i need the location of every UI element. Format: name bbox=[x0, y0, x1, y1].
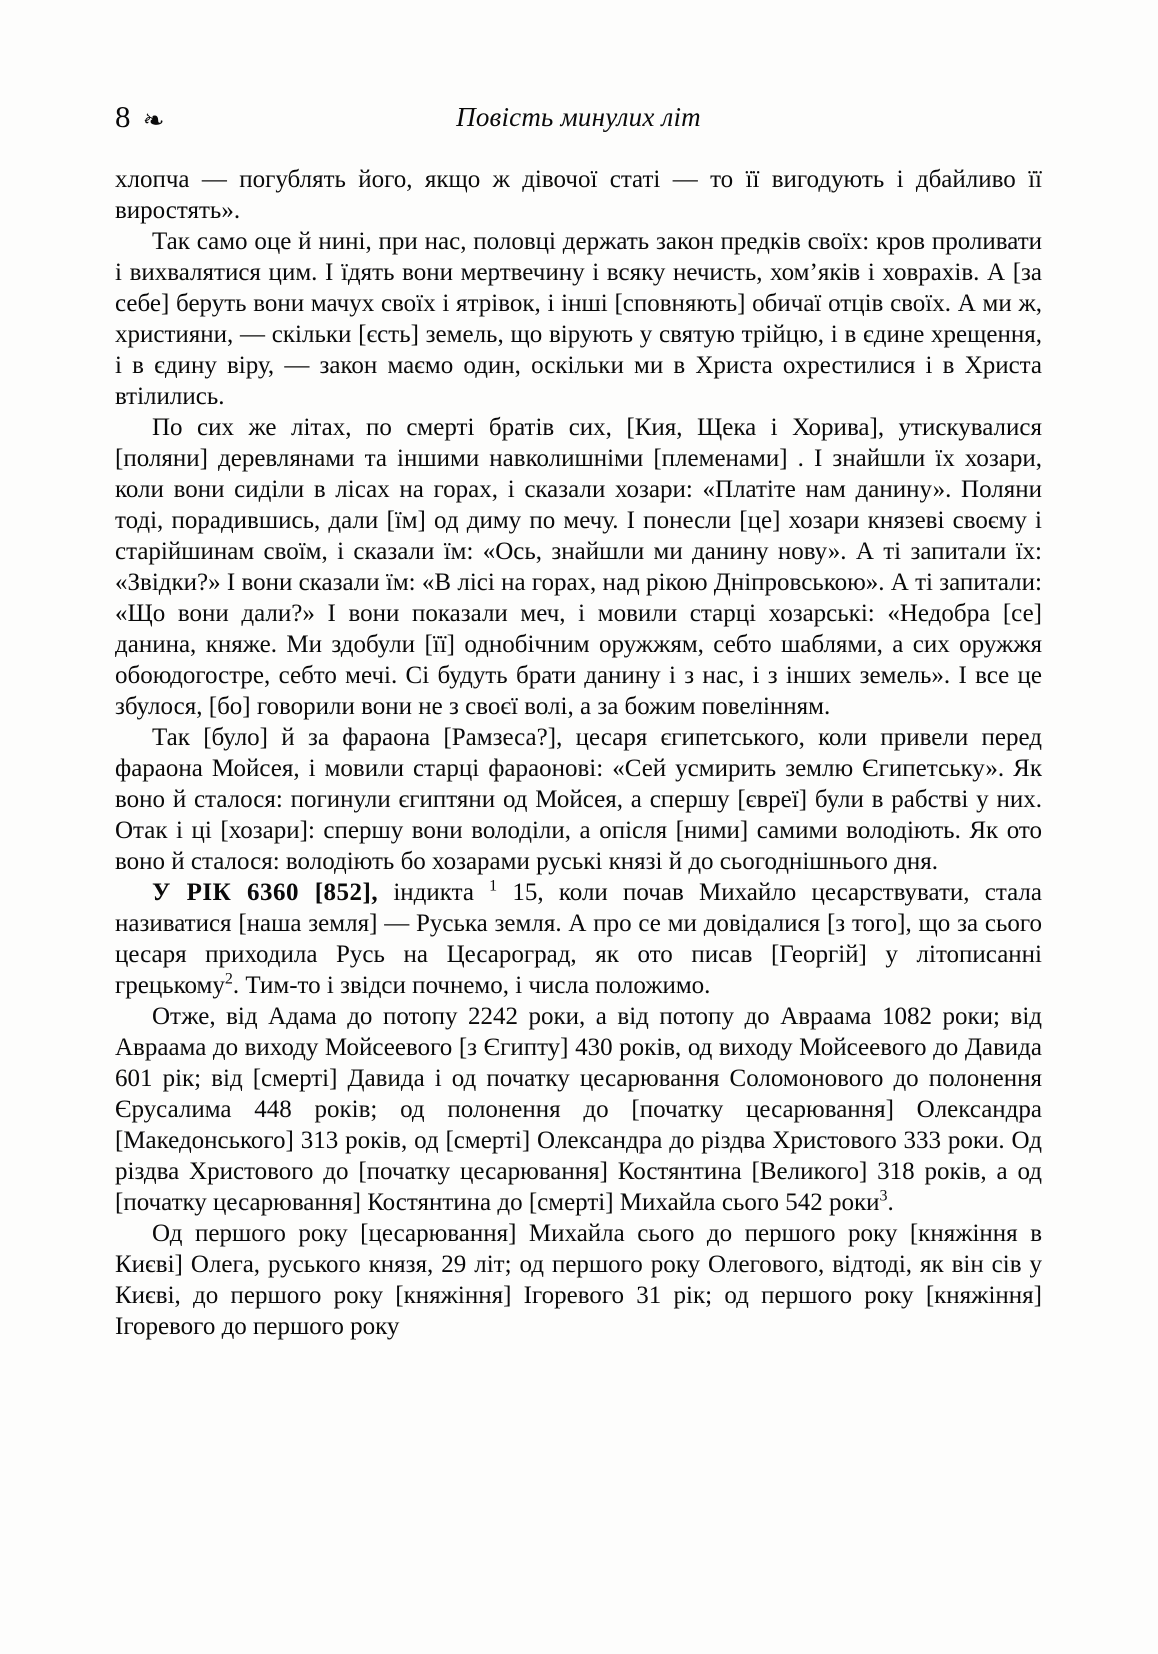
fleuron-icon: ❧ bbox=[140, 104, 167, 137]
page-body bbox=[115, 164, 1042, 1342]
paragraph bbox=[115, 722, 1042, 877]
text-run: . Тим-то і звідси почнемо, і числа положимо. bbox=[232, 972, 711, 999]
page-number: 8 bbox=[115, 99, 131, 134]
footnote-ref: 3 bbox=[879, 1187, 888, 1205]
text-run: . bbox=[887, 1189, 894, 1216]
paragraph bbox=[115, 877, 1042, 1001]
text-run: хлопча — погублять його, якщо ж дівочої статі — то її вигодують і дбайливо її виростять». bbox=[115, 166, 1042, 224]
running-title: Повість минулих літ bbox=[456, 102, 701, 132]
paragraph bbox=[115, 164, 1042, 226]
text-run: Так [було] й за фараона [Рамзеса?], цесаря єгипетського, коли привели перед фараона Мойсея, і мовили старці фараонові: «Сей усмирить землю Єгипетську». Як воно й сталося: погинули єгиптяни од Мойсея, а спершу [євреї] були в рабстві у них. Отак і ці [хозари]: спершу вони володіли, а опісля [ними] самими володіють. Як ото воно й сталося: володіють бо хозарами руські князі й до сьогоднішнього дня. bbox=[115, 724, 1042, 875]
paragraph bbox=[115, 1218, 1042, 1342]
footnote-ref: 2 bbox=[224, 970, 233, 988]
paragraph bbox=[115, 226, 1042, 412]
text-run: Од першого року [цесарювання] Михайла сього до першого року [княжіння в Києві] Олега, руського князя, 29 літ; од першого року Олегового, відтоді, як він сів у Києві, до першого року [княжіння] Ігоревого 31 рік; од першого року [княжіння] Ігоревого до першого року bbox=[115, 1220, 1042, 1340]
paragraph bbox=[115, 1001, 1042, 1218]
footnote-ref: 1 bbox=[489, 877, 498, 895]
text-run: Так само оце й нині, при нас, половці держать закон предків своїх: кров проливати і вихвалятися цим. І їдять вони мертвечину і всяку нечисть, хом’яків і ховрахів. А [за себе] беруть вони мачух своїх і ятрівок, і інші [сповняють] обичаї отців своїх. А ми ж, християни, — скільки [єсть] земель, що вірують у святую трійцю, і в єдине хрещення, і в єдину віру, — закон маємо один, оскільки ми в Христа охрестилися і в Христа втілились. bbox=[115, 228, 1042, 410]
text-run: Отже, від Адама до потопу 2242 роки, а від потопу до Авраама 1082 роки; від Авраама до виходу Мойсеевого [з Єгипту] 430 років, од виходу Мойсеевого до Давида 601 рік; від [смерті] Давида і од початку цесарювання Соломонового до полонення Єрусалима 448 років; од полонення до [початку цесарювання] Олександра [Македонського] 313 років, од [смерті] Олександра до різдва Христового 333 роки. Од різдва Христового до [початку цесарювання] Костянтина [Великого] 318 років, а од [початку цесарювання] Костянтина до [смерті] Михайла сього 542 роки bbox=[115, 1003, 1042, 1216]
paragraph bbox=[115, 412, 1042, 722]
text-run: По сих же літах, по смерті братів сих, [Кия, Щека і Хорива], утискувалися [поляни] деревлянами та іншими навколишніми [племенами] . І знайшли їх хозари, коли вони сиділи в лісах на горах, і сказали хозари: «Платіте нам данину». Поляни тоді, порадившись, дали [їм] од диму по мечу. І понесли [це] хозари князеві своєму і старійшинам своїм, і сказали їм: «Ось, знайшли ми данину нову». А ті запитали їх: «Звідки?» І вони сказали їм: «В лісі на горах, над рікою Дніпровською». А ті запитали: «Що вони дали?» І вони показали меч, і мовили старці хозарські: «Недобра [се] данина, княже. Ми здобули [її] однобічним оружжям, себто шаблями, а сих оружжя обоюдогостре, себто мечі. Сі будуть брати данину і з нас, і з інших земель». І все це збулося, [бо] говорили вони не з своєї волі, а за божим повелінням. bbox=[115, 414, 1042, 720]
page-header bbox=[115, 100, 1042, 140]
text-run: 15, коли почав Михайло цесарствувати, стала називатися [наша земля] — Руська земля. А про се ми довідалися [з того], що за сього цесаря приходила Русь на Цесароград, як ото писав [Георгій] у літописанні грецькому bbox=[115, 879, 1042, 999]
year-heading: У РІК 6360 [852], bbox=[152, 879, 379, 906]
text-run: індикта bbox=[378, 879, 490, 906]
